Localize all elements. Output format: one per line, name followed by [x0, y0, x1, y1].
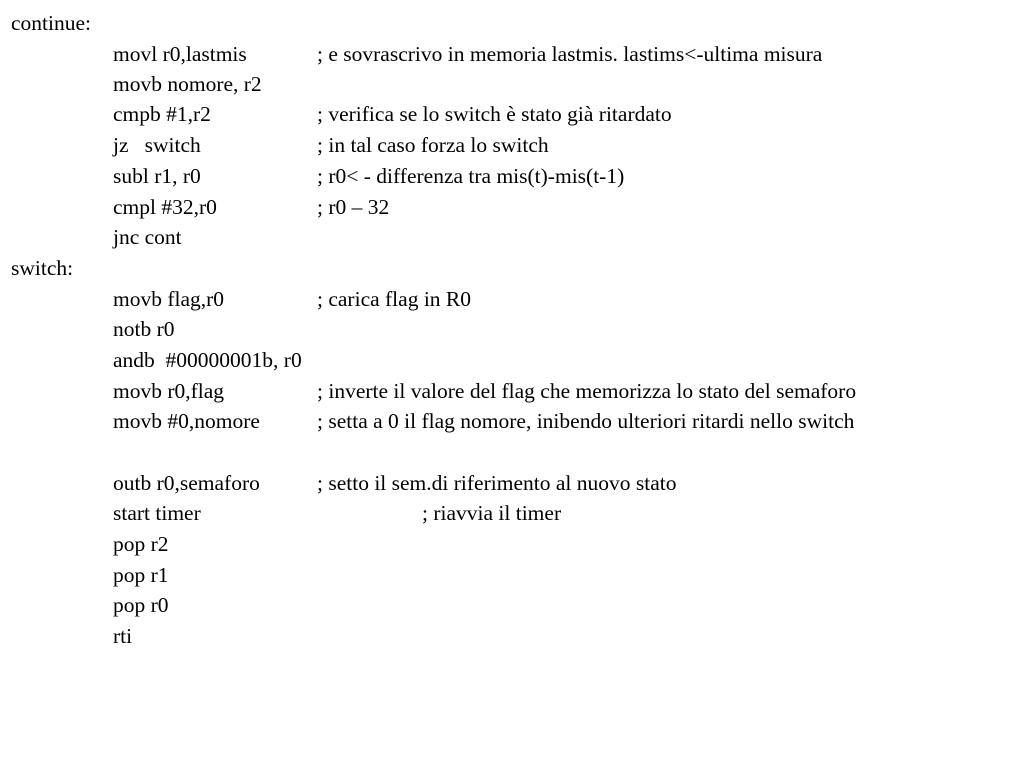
- code-line: [0, 314, 175, 345]
- comment: ; carica flag in R0: [317, 287, 472, 311]
- label-continue: continue:: [11, 11, 92, 35]
- code-line: [0, 130, 549, 161]
- instruction: outb r0,semaforo: [113, 471, 260, 495]
- code-line: [0, 406, 855, 437]
- code-line: [0, 345, 302, 376]
- comment: ; e sovrascrivo in memoria lastmis. lastims<-ultima misura: [317, 42, 823, 66]
- code-line: [0, 529, 169, 560]
- code-line: [0, 468, 677, 499]
- instruction: start timer: [113, 501, 201, 525]
- code-line: [0, 590, 169, 621]
- code-line: [0, 69, 262, 100]
- comment: ; verifica se lo switch è stato già ritardato: [317, 102, 672, 126]
- instruction: pop r0: [113, 593, 169, 617]
- instruction: rti: [113, 624, 133, 648]
- code-line: [0, 560, 169, 591]
- code-line: [0, 621, 133, 652]
- comment: ; in tal caso forza lo switch: [317, 133, 549, 157]
- instruction: movl r0,lastmis: [113, 42, 247, 66]
- comment: ; r0< - differenza tra mis(t)-mis(t-1): [317, 164, 625, 188]
- code-line: [0, 39, 823, 70]
- instruction: jz switch: [113, 133, 201, 157]
- comment: ; riavvia il timer: [422, 501, 562, 525]
- code-line: [0, 192, 390, 223]
- instruction: jnc cont: [113, 225, 182, 249]
- instruction: subl r1, r0: [113, 164, 201, 188]
- instruction: pop r2: [113, 532, 169, 556]
- instruction: cmpb #1,r2: [113, 102, 211, 126]
- comment: ; setto il sem.di riferimento al nuovo stato: [317, 471, 677, 495]
- comment: ; setta a 0 il flag nomore, inibendo ulteriori ritardi nello switch: [317, 409, 855, 433]
- code-line: [0, 376, 857, 407]
- code-line: [0, 222, 182, 253]
- instruction: andb #00000001b, r0: [113, 348, 302, 372]
- code-line: [0, 498, 562, 529]
- instruction: movb nomore, r2: [113, 72, 262, 96]
- comment: ; r0 – 32: [317, 195, 390, 219]
- code-line: [0, 284, 472, 315]
- instruction: pop r1: [113, 563, 169, 587]
- code-line: [0, 161, 625, 192]
- instruction: notb r0: [113, 317, 175, 341]
- instruction: cmpl #32,r0: [113, 195, 217, 219]
- label-switch: switch:: [11, 256, 74, 280]
- instruction: movb #0,nomore: [113, 409, 260, 433]
- code-line: [0, 99, 672, 130]
- instruction: movb r0,flag: [113, 379, 225, 403]
- instruction: movb flag,r0: [113, 287, 225, 311]
- comment: ; inverte il valore del flag che memorizza lo stato del semaforo: [317, 379, 857, 403]
